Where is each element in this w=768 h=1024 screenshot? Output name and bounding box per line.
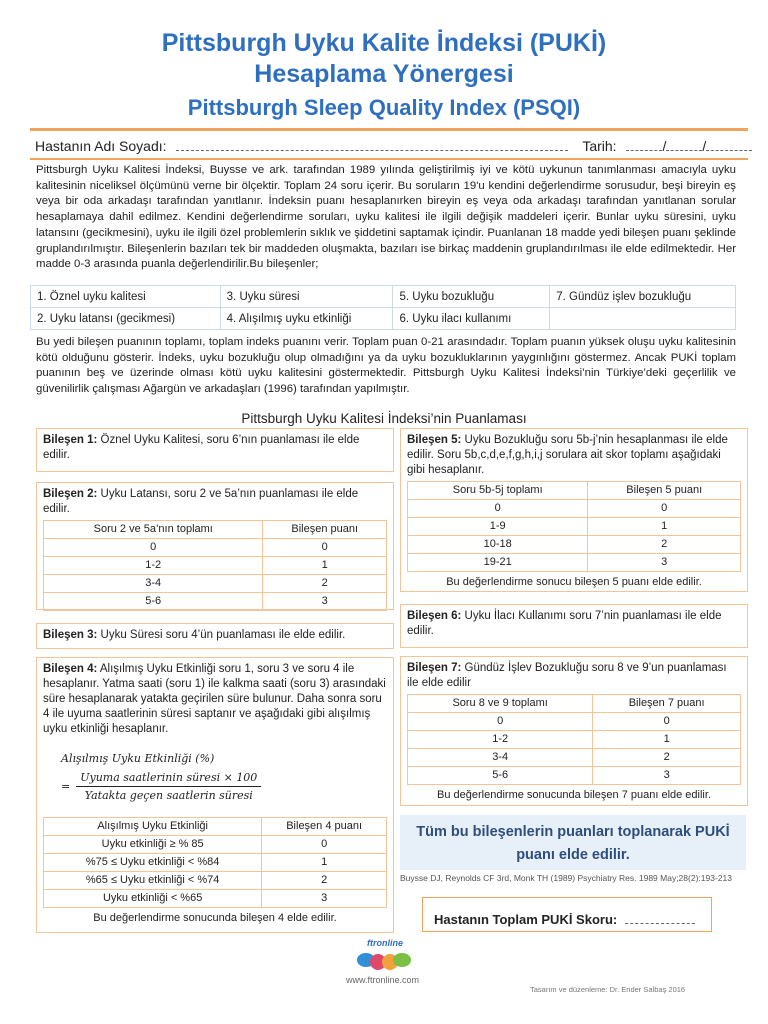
component-6-label: Bileşen 6: — [407, 610, 462, 622]
table-row — [44, 575, 387, 593]
column-header: Bileşen 5 puanı — [588, 482, 741, 500]
table-row — [44, 836, 387, 854]
component-7-box — [400, 656, 748, 806]
component-7-text: Gündüz İşlev Bozukluğu soru 8 ve 9’un puanlaması ile elde edilir — [407, 662, 727, 689]
table-cell: Uyku etkinliği < %65 — [44, 890, 262, 908]
component-6-text: Uyku İlacı Kullanımı soru 7’nin puanlaması ile elde edilir. — [407, 610, 722, 637]
table-row — [408, 500, 741, 518]
table-cell: %65 ≤ Uyku etkinliği < %74 — [44, 872, 262, 890]
component-2-text: Uyku Latansı, soru 2 ve 5a’nın puanlaması ile elde edilir. — [43, 488, 359, 515]
component-5-label: Bileşen 5: — [407, 434, 462, 446]
component-cell: 3. Uyku süresi — [220, 286, 393, 308]
component-4-table — [43, 817, 387, 908]
table-cell: 1-2 — [44, 557, 263, 575]
component-2-table — [43, 520, 387, 611]
table-row — [408, 518, 741, 536]
component-cell: 7. Gündüz işlev bozukluğu — [550, 286, 736, 308]
scoring-title: Pittsburgh Uyku Kalitesi İndeksi’nin Puanlaması — [241, 411, 527, 426]
table-cell: 0 — [44, 539, 263, 557]
table-cell: 1 — [263, 557, 387, 575]
title-line-1: Pittsburgh Uyku Kalite İndeksi (PUKİ) — [161, 29, 607, 57]
component-cell: 5. Uyku bozukluğu — [393, 286, 550, 308]
table-cell: 5-6 — [408, 767, 593, 785]
title-line-2: Hesaplama Yönergesi — [254, 60, 514, 88]
table-cell: 3-4 — [408, 749, 593, 767]
component-5-text: Uyku Bozukluğu soru 5b-j’nin hesaplanması ile elde edilir. Soru 5b,c,d,e,f,g,h,i,j sorulara ait skor toplamı aşağıdaki gibi hesaplanır. — [407, 434, 728, 476]
date-year-field[interactable] — [706, 138, 752, 151]
formula-denominator: Yatakta geçen saatlerin süresi — [84, 789, 253, 802]
logo-text: ftronline — [367, 938, 403, 948]
design-credit: Tasarım ve düzenleme: Dr. Ender Salbaş 2016 — [530, 985, 686, 994]
table-row — [31, 308, 736, 330]
table-header-row — [408, 482, 741, 500]
formula-lhs: Alışılmış Uyku Etkinliği (%) — [61, 752, 215, 765]
table-cell: 3 — [263, 593, 387, 611]
table-row — [408, 713, 741, 731]
component-cell: 1. Öznel uyku kalitesi — [31, 286, 221, 308]
table-row — [408, 731, 741, 749]
component-cell: 2. Uyku latansı (gecikmesi) — [31, 308, 221, 330]
table-row — [408, 536, 741, 554]
table-cell: 1 — [593, 731, 741, 749]
component-3-box — [36, 623, 394, 649]
component-7-table — [407, 694, 741, 785]
total-instruction — [400, 815, 746, 870]
patient-name-field[interactable] — [176, 138, 568, 151]
patient-row: Hastanın Adı Soyadı: Tarih: / / — [35, 138, 752, 154]
table-cell: 3 — [262, 890, 387, 908]
total-score-label: Hastanın Toplam PUKİ Skoru: — [434, 912, 618, 927]
component-cell: 4. Alışılmış uyku etkinliği — [220, 308, 393, 330]
patient-name-label: Hastanın Adı Soyadı: — [35, 138, 167, 154]
component-cell — [550, 308, 736, 330]
component-4-text: Alışılmış Uyku Etkinliği soru 1, soru 3 ve soru 4 ile hesaplanır. Yatma saati (soru 1) ile kalkma saati (soru 3) arasındaki süre hesaplanarak yatakta geçirilen süre bulunur. Daha sonra soru 4 ile uyuma saatlerinin süresi saptanır ve aşağıdaki gibi alışılmış uyku etkinliği hesaplanır. — [43, 663, 386, 735]
table-cell: 2 — [262, 872, 387, 890]
table-cell: 2 — [263, 575, 387, 593]
column-header: Bileşen 7 puanı — [593, 695, 741, 713]
table-cell: %75 ≤ Uyku etkinliği < %84 — [44, 854, 262, 872]
table-row — [44, 872, 387, 890]
table-header-row — [408, 695, 741, 713]
component-1-box — [36, 428, 394, 472]
efficiency-formula: Alışılmış Uyku Etkinliği (%) = Uyuma saatlerinin süresi × 100 Yatakta geçen saatlerin süresi — [61, 751, 387, 803]
component-5-note: Bu değerlendirme sonucu bileşen 5 puanı elde edilir. — [446, 576, 702, 588]
component-7-label: Bileşen 7: — [407, 662, 462, 674]
component-4-note: Bu değerlendirme sonucunda bileşen 4 elde edilir. — [93, 912, 337, 924]
table-cell: 0 — [262, 836, 387, 854]
table-cell: 3 — [593, 767, 741, 785]
component-cell: 6. Uyku ilacı kullanımı — [393, 308, 550, 330]
total-score-field[interactable] — [625, 911, 695, 924]
total-line-1: Tüm bu bileşenlerin puanları toplanarak PUKİ — [416, 824, 730, 840]
formula-numerator: Uyuma saatlerinin süresi × 100 — [76, 770, 261, 787]
table-cell: 0 — [263, 539, 387, 557]
table-cell: 0 — [588, 500, 741, 518]
table-cell: 1-9 — [408, 518, 588, 536]
page-subtitle: Pittsburgh Sleep Quality Index (PSQI) — [187, 95, 581, 120]
table-cell: 10-18 — [408, 536, 588, 554]
component-4-box — [36, 657, 394, 933]
total-score-box — [422, 897, 712, 932]
table-cell: 1-2 — [408, 731, 593, 749]
table-cell: 0 — [593, 713, 741, 731]
table-cell: Uyku etkinliği ≥ % 85 — [44, 836, 262, 854]
component-7-note: Bu değerlendirme sonucunda bileşen 7 puanı elde edilir. — [437, 789, 711, 801]
component-5-table — [407, 481, 741, 572]
column-header: Bileşen puanı — [263, 521, 387, 539]
page-title — [0, 28, 768, 90]
table-cell: 1 — [262, 854, 387, 872]
reference: Buysse DJ, Reynolds CF 3rd, Monk TH (1989) Psychiatry Res. 1989 May;28(2):193-213 — [400, 873, 732, 883]
component-1-text: Öznel Uyku Kalitesi, soru 6’nın puanlaması ile elde edilir. — [43, 434, 360, 461]
divider-patient — [30, 158, 748, 160]
component-2-label: Bileşen 2: — [43, 488, 98, 500]
table-cell: 2 — [593, 749, 741, 767]
components-table — [30, 285, 736, 330]
table-header-row — [44, 521, 387, 539]
table-cell: 19-21 — [408, 554, 588, 572]
table-row — [408, 554, 741, 572]
column-header: Soru 2 ve 5a’nın toplamı — [44, 521, 263, 539]
component-3-text: Uyku Süresi soru 4’ün puanlaması ile elde edilir. — [97, 629, 346, 641]
summary-paragraph: Bu yedi bileşen puanının toplamı, toplam indeks puanını verir. Toplam puan 0-21 arasındadır. Toplam puanın yüksek oluşu uyku kalitesinin kötü olduğunu gösterir. İndeks, uyku bozukluğu olup olmadığını ya da uyku bozukluklarının yaygınlığını göstermez. Ancak PUKİ toplam puanının beş ve üzerinde olması kötü uyku kalitesini göstermektedir. Pittsburgh Uyku Kalitesi İndeksi’nin Türkiye’deki geçerlilik ve güvenilirlik çalışması Ağargün ve arkadaşları (1996) tarafından yapılmıştır. — [36, 336, 736, 396]
component-5-box — [400, 428, 748, 592]
table-header-row — [44, 818, 387, 836]
table-row — [31, 286, 736, 308]
table-row — [44, 557, 387, 575]
table-cell: 2 — [588, 536, 741, 554]
divider-top — [30, 128, 748, 131]
table-row — [44, 593, 387, 611]
table-row — [44, 539, 387, 557]
component-6-box — [400, 604, 748, 648]
component-4-label: Bileşen 4: — [43, 663, 98, 675]
total-line-2: puanı elde edilir. — [516, 847, 630, 863]
column-header: Bileşen 4 puanı — [262, 818, 387, 836]
component-2-box — [36, 482, 394, 610]
date-month-field[interactable] — [666, 138, 702, 151]
logo-icon — [356, 948, 412, 972]
column-header: Soru 8 ve 9 toplamı — [408, 695, 593, 713]
table-cell: 5-6 — [44, 593, 263, 611]
table-cell: 1 — [588, 518, 741, 536]
intro-paragraph: Pittsburgh Uyku Kalitesi İndeksi, Buysse ve ark. tarafından 1989 yılında geliştirilmiş iyi ve kötü uykunun tanımlanması amacıyla uyku kalitesinin niceliksel ölçümünü verne bir ölçektir. Toplam 24 soru içerir. Bu soruların 19'u kendini değerlendirme sorusudur, beşi bireyin eş veya bir oda arkadaşı tarafından yanıtlanır. İndeksin puanı hesaplanırken bireyin eş veya oda arkadaşı tarafından yanıtlanan sorular hesaplamaya dahil edilmez. Kendini değerlendirme soruları, uyku kalitesi ile ilgili değişik maddeleri içerir. Bunlar uyku süresini, uyku latansını (gecikmesini), uyku ile ilgili özel problemlerin sıklık ve şiddetini saptamak içindir. Puanlanan 18 madde yedi bileşen puanı şeklinde gruplandırılmıştır. Bileşenlerin bazıları tek bir maddeden oluşmakta, bazıları ise birkaç maddenin gruplandırılması ile elde edilmektedir. Her madde 0-3 arasında puanla değerlendirilir.Bu bileşenler; — [36, 164, 736, 271]
column-header: Alışılmış Uyku Etkinliği — [44, 818, 262, 836]
column-header: Soru 5b-5j toplamı — [408, 482, 588, 500]
table-row — [44, 854, 387, 872]
table-row — [408, 767, 741, 785]
table-cell: 3 — [588, 554, 741, 572]
table-row — [408, 749, 741, 767]
table-cell: 0 — [408, 713, 593, 731]
table-cell: 3-4 — [44, 575, 263, 593]
date-label: Tarih: — [582, 138, 617, 154]
table-row — [44, 890, 387, 908]
website-url: www.ftronline.com — [345, 975, 420, 985]
component-1-label: Bileşen 1: — [43, 434, 98, 446]
date-day-field[interactable] — [626, 138, 662, 151]
component-3-label: Bileşen 3: — [43, 629, 98, 641]
table-cell: 0 — [408, 500, 588, 518]
